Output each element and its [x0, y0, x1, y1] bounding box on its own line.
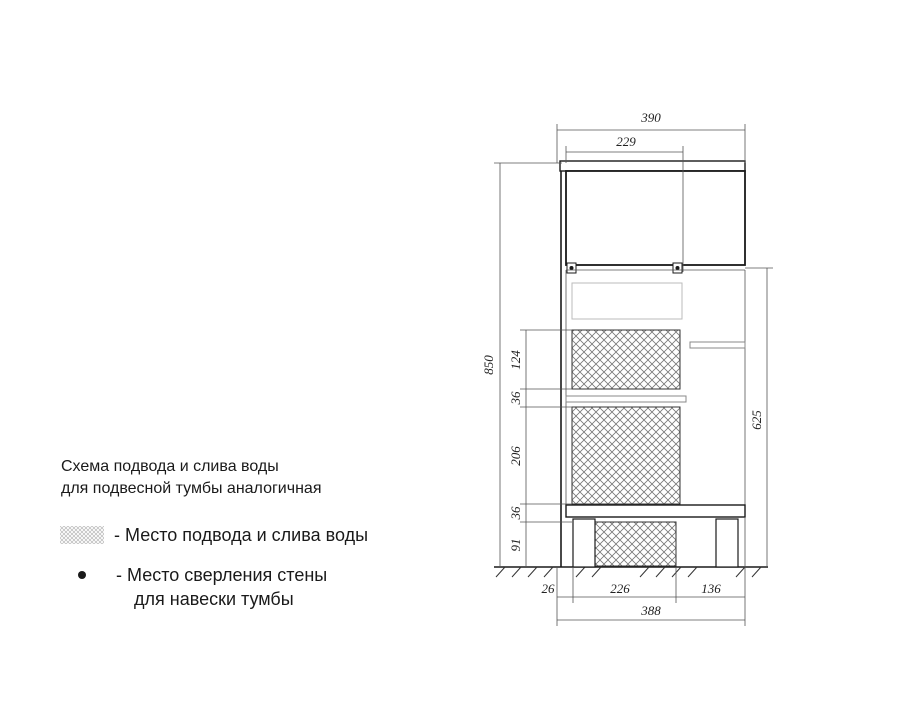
- dim-right-offset-label: 136: [701, 581, 721, 596]
- leg-front: [573, 519, 595, 567]
- floor: [494, 567, 768, 577]
- leg-back: [716, 519, 738, 567]
- dim-inner-width-label: 229: [616, 134, 636, 149]
- scheme-note-line-1: Схема подвода и слива воды: [61, 458, 279, 475]
- dim-mount-height: [745, 268, 773, 567]
- dim-supply-zone-label: 206: [508, 446, 523, 466]
- dim-base-width: [557, 603, 745, 626]
- dim-gap-lower-label: 36: [508, 506, 523, 520]
- dim-zone-width-label: 226: [610, 581, 630, 596]
- legend-zone-label: - Место подвода и слива воды: [114, 525, 369, 545]
- supply-zone: [572, 407, 680, 504]
- dim-top-width-label: 390: [641, 110, 661, 125]
- dim-mount-height-label: 625: [749, 410, 764, 430]
- scheme-note-line-2: для подвесной тумбы аналогичная: [61, 480, 322, 497]
- wall-bracket-right-icon: [673, 263, 682, 273]
- dim-base-width-label: 388: [641, 603, 661, 618]
- legend-hole-label-1: - Место сверления стены: [116, 565, 328, 585]
- dim-left-offset-label: 26: [541, 581, 555, 596]
- dim-gap-upper-label: 36: [508, 391, 523, 405]
- legend-hole-label-2: для навески тумбы: [134, 589, 294, 609]
- shelf: [566, 396, 686, 402]
- wall-bracket-left-icon: [567, 263, 576, 273]
- dim-plinth-label: 91: [508, 538, 523, 552]
- dim-top-width: [557, 110, 745, 163]
- dim-drain-zone-label: 124: [508, 350, 523, 370]
- dim-total-height-label: 850: [481, 355, 496, 375]
- drain-zone: [572, 330, 680, 389]
- dim-vertical-chain: [508, 330, 572, 567]
- cabinet-top: [560, 161, 745, 265]
